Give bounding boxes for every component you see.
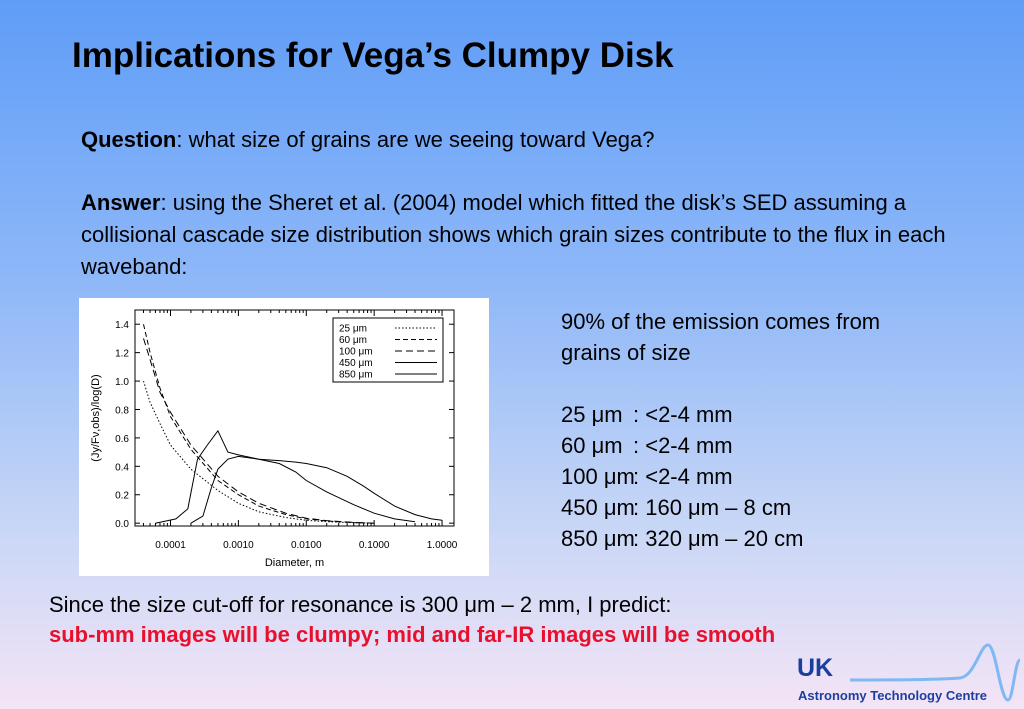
question-paragraph [81,124,961,156]
y-tick-label: 1.2 [115,348,129,360]
y-tick-label: 1.4 [115,320,129,332]
x-tick-label: 1.0000 [426,540,458,551]
emission-range: : 320 μm – 20 cm [633,526,804,551]
slide-title: Implications for Vega’s Clumpy Disk [72,36,674,75]
x-axis-label: Diameter, m [264,557,325,569]
sed-chart [79,298,489,576]
y-tick-label: 0.8 [115,405,129,417]
conclusion-text: Since the size cut-off for resonance is 300 μm – 2 mm, I predict: [49,592,672,617]
emission-row [561,461,981,492]
y-axis-label: (Jy/Fν,obs)/log(D) [90,374,102,462]
y-tick-label: 0.0 [115,519,129,531]
emission-band: 60 μm [561,433,623,458]
answer-text: : using the Sheret et al. (2004) model which fitted the disk’s SED assuming a collisional cascade size distribution shows which grain sizes contribute to the flux in each waveband: [81,190,946,279]
emission-row [561,399,981,430]
emission-band: 850 μm [561,526,635,551]
y-tick-label: 0.6 [115,433,129,445]
emission-row [561,523,981,554]
logo-name: Astronomy Technology Centre [798,688,988,703]
answer-label: Answer [81,190,161,215]
y-tick-label: 1.0 [115,377,129,389]
x-tick-label: 0.1000 [358,540,390,551]
question-label: Question [81,127,177,152]
x-tick-label: 0.0001 [155,540,186,551]
emission-panel [561,306,981,554]
emission-band: 100 μm [561,464,635,489]
emission-band: 25 μm [561,402,623,427]
emission-intro: 90% of the emission comes from grains of size [561,309,881,365]
question-text: : what size of grains are we seeing toward Vega? [176,127,655,152]
prediction-text: sub-mm images will be clumpy; mid and far-IR images will be smooth [49,622,776,647]
emission-range: : 160 μm – 8 cm [633,495,792,520]
emission-range: : <2-4 mm [633,433,733,458]
chart-svg [79,298,489,576]
logo [790,640,1024,709]
logo-uk: UK [797,654,834,682]
answer-paragraph [81,187,961,283]
emission-range: : <2-4 mm [633,464,733,489]
y-tick-label: 0.4 [115,462,129,474]
legend-label: 60 μm [339,335,367,346]
series-line [191,456,442,523]
legend-label: 850 μm [339,369,373,381]
x-tick-label: 0.0010 [223,540,254,551]
legend-label: 100 μm [339,346,373,358]
x-tick-label: 0.0100 [290,540,322,551]
emission-list [561,399,981,554]
series-line [155,431,415,523]
legend-label: 450 μm [339,358,373,369]
emission-range: : <2-4 mm [633,402,733,427]
emission-row [561,492,981,523]
series-line [144,381,375,523]
y-tick-label: 0.2 [115,490,129,502]
emission-band: 450 μm [561,495,635,520]
emission-row [561,430,981,461]
legend-label: 25 μm [339,323,367,335]
